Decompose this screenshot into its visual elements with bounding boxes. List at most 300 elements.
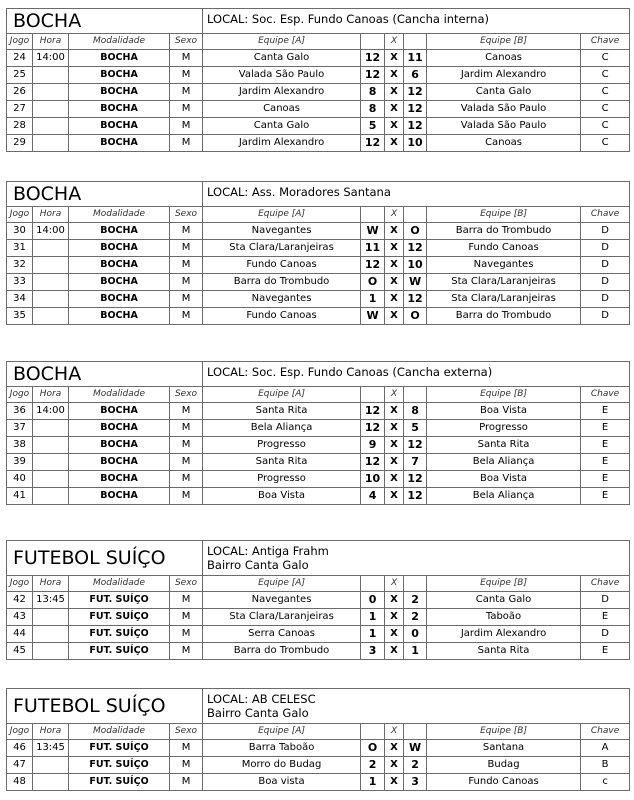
sexo-cell: M: [170, 50, 203, 67]
table-row: [7, 643, 630, 660]
header-versus-cell: X: [385, 387, 404, 403]
chave-cell: C: [581, 84, 630, 101]
sexo-cell: M: [170, 223, 203, 240]
equipe-a-cell: Canta Galo: [203, 118, 361, 135]
modalidade-cell: FUT. SUÍÇO: [69, 774, 170, 791]
chave-cell: c: [581, 774, 630, 791]
score-a-cell: 8: [361, 101, 385, 118]
equipe-b-cell: Navegantes: [427, 257, 581, 274]
score-b-cell: 7: [404, 454, 427, 471]
header-equipe-b-cell: Equipe [B]: [427, 576, 581, 592]
header-sexo-cell: Sexo: [170, 724, 203, 740]
chave-cell: E: [581, 488, 630, 505]
versus-cell: X: [385, 740, 404, 757]
modalidade-cell: BOCHA: [69, 291, 170, 308]
header-equipe-b-cell: Equipe [B]: [427, 387, 581, 403]
jogo-cell: 30: [7, 223, 33, 240]
sexo-cell: M: [170, 308, 203, 325]
sport-title: BOCHA: [7, 182, 203, 207]
score-b-cell: O: [404, 223, 427, 240]
equipe-a-cell: Serra Canoas: [203, 626, 361, 643]
header-equipe-a-cell: Equipe [A]: [203, 207, 361, 223]
header-modalidade-cell: Modalidade: [69, 387, 170, 403]
chave-cell: A: [581, 740, 630, 757]
score-a-cell: 12: [361, 403, 385, 420]
location-text: LOCAL: Ass. Moradores Santana: [207, 185, 391, 199]
modalidade-cell: FUT. SUÍÇO: [69, 609, 170, 626]
equipe-a-cell: Navegantes: [203, 223, 361, 240]
chave-cell: D: [581, 257, 630, 274]
modalidade-cell: BOCHA: [69, 50, 170, 67]
equipe-a-cell: Bela Aliança: [203, 420, 361, 437]
modalidade-cell: BOCHA: [69, 454, 170, 471]
score-a-cell: 4: [361, 488, 385, 505]
chave-cell: B: [581, 757, 630, 774]
table-row: [7, 291, 630, 308]
sexo-cell: M: [170, 291, 203, 308]
modalidade-cell: FUT. SUÍÇO: [69, 740, 170, 757]
chave-cell: E: [581, 643, 630, 660]
hora-cell: [33, 291, 69, 308]
sport-title: BOCHA: [7, 9, 203, 34]
sexo-cell: M: [170, 740, 203, 757]
score-a-cell: O: [361, 740, 385, 757]
modalidade-cell: BOCHA: [69, 403, 170, 420]
modalidade-cell: FUT. SUÍÇO: [69, 626, 170, 643]
equipe-b-cell: Barra do Trombudo: [427, 223, 581, 240]
versus-cell: X: [385, 84, 404, 101]
score-a-cell: 1: [361, 609, 385, 626]
hora-cell: [33, 471, 69, 488]
versus-cell: X: [385, 67, 404, 84]
table-row: [7, 308, 630, 325]
versus-cell: X: [385, 50, 404, 67]
hora-cell: [33, 626, 69, 643]
chave-cell: D: [581, 223, 630, 240]
versus-cell: X: [385, 118, 404, 135]
jogo-cell: 34: [7, 291, 33, 308]
score-a-cell: W: [361, 308, 385, 325]
chave-cell: C: [581, 118, 630, 135]
chave-cell: E: [581, 437, 630, 454]
chave-cell: D: [581, 308, 630, 325]
sexo-cell: M: [170, 437, 203, 454]
equipe-b-cell: Canta Galo: [427, 84, 581, 101]
equipe-a-cell: Barra do Trombudo: [203, 643, 361, 660]
equipe-b-cell: Sta Clara/Laranjeiras: [427, 291, 581, 308]
hora-cell: [33, 488, 69, 505]
jogo-cell: 28: [7, 118, 33, 135]
score-a-cell: 1: [361, 291, 385, 308]
equipe-a-cell: Fundo Canoas: [203, 308, 361, 325]
header-modalidade-cell: Modalidade: [69, 576, 170, 592]
header-score-a-cell: [361, 724, 385, 740]
chave-cell: E: [581, 454, 630, 471]
modalidade-cell: BOCHA: [69, 135, 170, 152]
table-row: [7, 101, 630, 118]
equipe-b-cell: Budag: [427, 757, 581, 774]
score-b-cell: 2: [404, 609, 427, 626]
equipe-a-cell: Morro do Budag: [203, 757, 361, 774]
header-equipe-b-cell: Equipe [B]: [427, 724, 581, 740]
schedule-section: [6, 540, 629, 660]
score-a-cell: O: [361, 274, 385, 291]
jogo-cell: 32: [7, 257, 33, 274]
modalidade-cell: BOCHA: [69, 488, 170, 505]
hora-cell: [33, 135, 69, 152]
modalidade-cell: BOCHA: [69, 118, 170, 135]
versus-cell: X: [385, 774, 404, 791]
sport-title: FUTEBOL SUÍÇO: [7, 541, 203, 576]
header-jogo-cell: Jogo: [7, 34, 33, 50]
table-row: [7, 403, 630, 420]
chave-cell: E: [581, 420, 630, 437]
equipe-b-cell: Santa Rita: [427, 437, 581, 454]
versus-cell: X: [385, 609, 404, 626]
chave-cell: D: [581, 274, 630, 291]
jogo-cell: 27: [7, 101, 33, 118]
sexo-cell: M: [170, 67, 203, 84]
header-versus-cell: X: [385, 576, 404, 592]
versus-cell: X: [385, 274, 404, 291]
table-row: [7, 757, 630, 774]
score-b-cell: 8: [404, 403, 427, 420]
equipe-a-cell: Santa Rita: [203, 454, 361, 471]
score-b-cell: 11: [404, 50, 427, 67]
score-b-cell: 5: [404, 420, 427, 437]
modalidade-cell: FUT. SUÍÇO: [69, 643, 170, 660]
header-score-a-cell: [361, 34, 385, 50]
hora-cell: 13:45: [33, 740, 69, 757]
equipe-a-cell: Jardim Alexandro: [203, 84, 361, 101]
modalidade-cell: BOCHA: [69, 240, 170, 257]
sexo-cell: M: [170, 118, 203, 135]
modalidade-cell: BOCHA: [69, 223, 170, 240]
schedule-table: [6, 8, 630, 152]
table-row: [7, 84, 630, 101]
header-modalidade-cell: Modalidade: [69, 34, 170, 50]
hora-cell: [33, 118, 69, 135]
hora-cell: [33, 257, 69, 274]
equipe-b-cell: Canta Galo: [427, 592, 581, 609]
header-score-b-cell: [404, 576, 427, 592]
score-a-cell: 10: [361, 471, 385, 488]
table-row: [7, 488, 630, 505]
table-row: [7, 420, 630, 437]
header-chave-cell: Chave: [581, 576, 630, 592]
score-b-cell: 12: [404, 118, 427, 135]
score-b-cell: 6: [404, 67, 427, 84]
score-b-cell: 10: [404, 257, 427, 274]
hora-cell: [33, 240, 69, 257]
sport-title: BOCHA: [7, 362, 203, 387]
header-hora-cell: Hora: [33, 34, 69, 50]
table-header-row: [7, 34, 630, 50]
table-header-row: [7, 576, 630, 592]
header-versus-cell: X: [385, 724, 404, 740]
table-row: [7, 471, 630, 488]
table-row: [7, 50, 630, 67]
header-jogo-cell: Jogo: [7, 576, 33, 592]
hora-cell: [33, 420, 69, 437]
location-text: LOCAL: Soc. Esp. Fundo Canoas (Cancha interna): [207, 12, 489, 26]
header-versus-cell: X: [385, 207, 404, 223]
hora-cell: 13:45: [33, 592, 69, 609]
header-equipe-a-cell: Equipe [A]: [203, 724, 361, 740]
header-score-b-cell: [404, 387, 427, 403]
table-row: [7, 118, 630, 135]
equipe-b-cell: Boa Vista: [427, 471, 581, 488]
versus-cell: X: [385, 471, 404, 488]
jogo-cell: 31: [7, 240, 33, 257]
header-chave-cell: Chave: [581, 387, 630, 403]
versus-cell: X: [385, 757, 404, 774]
header-versus-cell: X: [385, 34, 404, 50]
equipe-b-cell: Fundo Canoas: [427, 774, 581, 791]
score-a-cell: 11: [361, 240, 385, 257]
table-row: [7, 67, 630, 84]
score-b-cell: 12: [404, 291, 427, 308]
versus-cell: X: [385, 403, 404, 420]
header-chave-cell: Chave: [581, 724, 630, 740]
sexo-cell: M: [170, 84, 203, 101]
table-header-row: [7, 724, 630, 740]
equipe-a-cell: Sta Clara/Laranjeiras: [203, 240, 361, 257]
schedule-section: [6, 361, 629, 505]
sexo-cell: M: [170, 274, 203, 291]
location-subtext: Bairro Canta Galo: [207, 706, 309, 720]
header-equipe-a-cell: Equipe [A]: [203, 387, 361, 403]
score-b-cell: W: [404, 274, 427, 291]
jogo-cell: 29: [7, 135, 33, 152]
schedule-section: [6, 181, 629, 325]
table-row: [7, 454, 630, 471]
score-b-cell: 12: [404, 437, 427, 454]
versus-cell: X: [385, 488, 404, 505]
chave-cell: D: [581, 626, 630, 643]
equipe-a-cell: Barra do Trombudo: [203, 274, 361, 291]
versus-cell: X: [385, 223, 404, 240]
score-a-cell: 12: [361, 420, 385, 437]
header-score-b-cell: [404, 724, 427, 740]
table-row: [7, 240, 630, 257]
location-text: LOCAL: Antiga Frahm: [207, 544, 329, 558]
hora-cell: [33, 84, 69, 101]
chave-cell: E: [581, 471, 630, 488]
versus-cell: X: [385, 643, 404, 660]
modalidade-cell: FUT. SUÍÇO: [69, 592, 170, 609]
jogo-cell: 38: [7, 437, 33, 454]
score-b-cell: 1: [404, 643, 427, 660]
header-score-a-cell: [361, 207, 385, 223]
header-equipe-b-cell: Equipe [B]: [427, 34, 581, 50]
jogo-cell: 35: [7, 308, 33, 325]
schedule-table: [6, 540, 630, 660]
jogo-cell: 39: [7, 454, 33, 471]
hora-cell: 14:00: [33, 50, 69, 67]
equipe-b-cell: Progresso: [427, 420, 581, 437]
equipe-b-cell: Santa Rita: [427, 643, 581, 660]
score-a-cell: 1: [361, 774, 385, 791]
equipe-b-cell: Taboão: [427, 609, 581, 626]
equipe-b-cell: Barra do Trombudo: [427, 308, 581, 325]
location-cell: [203, 362, 630, 387]
score-a-cell: 1: [361, 626, 385, 643]
table-header-row: [7, 207, 630, 223]
header-equipe-b-cell: Equipe [B]: [427, 207, 581, 223]
equipe-b-cell: Valada São Paulo: [427, 101, 581, 118]
hora-cell: [33, 454, 69, 471]
modalidade-cell: BOCHA: [69, 84, 170, 101]
equipe-a-cell: Progresso: [203, 437, 361, 454]
header-equipe-a-cell: Equipe [A]: [203, 576, 361, 592]
hora-cell: [33, 67, 69, 84]
sexo-cell: M: [170, 101, 203, 118]
sexo-cell: M: [170, 240, 203, 257]
versus-cell: X: [385, 291, 404, 308]
versus-cell: X: [385, 420, 404, 437]
sexo-cell: M: [170, 592, 203, 609]
table-row: [7, 223, 630, 240]
jogo-cell: 46: [7, 740, 33, 757]
jogo-cell: 40: [7, 471, 33, 488]
hora-cell: 14:00: [33, 403, 69, 420]
score-a-cell: 8: [361, 84, 385, 101]
score-b-cell: 10: [404, 135, 427, 152]
equipe-b-cell: Sta Clara/Laranjeiras: [427, 274, 581, 291]
schedule-table: [6, 361, 630, 505]
sexo-cell: M: [170, 488, 203, 505]
equipe-a-cell: Navegantes: [203, 592, 361, 609]
score-b-cell: 2: [404, 757, 427, 774]
equipe-a-cell: Santa Rita: [203, 403, 361, 420]
sexo-cell: M: [170, 643, 203, 660]
header-hora-cell: Hora: [33, 387, 69, 403]
location-cell: [203, 182, 630, 207]
jogo-cell: 37: [7, 420, 33, 437]
chave-cell: C: [581, 101, 630, 118]
header-hora-cell: Hora: [33, 724, 69, 740]
modalidade-cell: BOCHA: [69, 437, 170, 454]
sport-title: FUTEBOL SUÍÇO: [7, 689, 203, 724]
sexo-cell: M: [170, 471, 203, 488]
table-row: [7, 437, 630, 454]
equipe-a-cell: Valada São Paulo: [203, 67, 361, 84]
header-hora-cell: Hora: [33, 207, 69, 223]
hora-cell: [33, 643, 69, 660]
sexo-cell: M: [170, 609, 203, 626]
jogo-cell: 24: [7, 50, 33, 67]
header-hora-cell: Hora: [33, 576, 69, 592]
chave-cell: E: [581, 403, 630, 420]
score-a-cell: 12: [361, 50, 385, 67]
jogo-cell: 33: [7, 274, 33, 291]
hora-cell: [33, 437, 69, 454]
equipe-a-cell: Jardim Alexandro: [203, 135, 361, 152]
equipe-b-cell: Santana: [427, 740, 581, 757]
score-b-cell: 2: [404, 592, 427, 609]
hora-cell: 14:00: [33, 223, 69, 240]
modalidade-cell: BOCHA: [69, 308, 170, 325]
header-chave-cell: Chave: [581, 34, 630, 50]
header-jogo-cell: Jogo: [7, 724, 33, 740]
modalidade-cell: FUT. SUÍÇO: [69, 757, 170, 774]
table-row: [7, 257, 630, 274]
versus-cell: X: [385, 454, 404, 471]
equipe-b-cell: Bela Aliança: [427, 454, 581, 471]
modalidade-cell: BOCHA: [69, 420, 170, 437]
table-row: [7, 274, 630, 291]
header-sexo-cell: Sexo: [170, 207, 203, 223]
chave-cell: E: [581, 609, 630, 626]
score-a-cell: 12: [361, 135, 385, 152]
score-a-cell: 12: [361, 67, 385, 84]
location-cell: [203, 689, 630, 724]
jogo-cell: 25: [7, 67, 33, 84]
location-cell: [203, 9, 630, 34]
jogo-cell: 42: [7, 592, 33, 609]
score-b-cell: 0: [404, 626, 427, 643]
sexo-cell: M: [170, 135, 203, 152]
location-text: LOCAL: Soc. Esp. Fundo Canoas (Cancha externa): [207, 365, 493, 379]
chave-cell: D: [581, 291, 630, 308]
hora-cell: [33, 274, 69, 291]
equipe-a-cell: Navegantes: [203, 291, 361, 308]
score-b-cell: 12: [404, 101, 427, 118]
equipe-b-cell: Jardim Alexandro: [427, 626, 581, 643]
equipe-a-cell: Boa Vista: [203, 488, 361, 505]
table-row: [7, 135, 630, 152]
versus-cell: X: [385, 308, 404, 325]
modalidade-cell: BOCHA: [69, 67, 170, 84]
hora-cell: [33, 308, 69, 325]
location-subtext: Bairro Canta Galo: [207, 558, 309, 572]
hora-cell: [33, 101, 69, 118]
location-cell: [203, 541, 630, 576]
hora-cell: [33, 774, 69, 791]
versus-cell: X: [385, 240, 404, 257]
versus-cell: X: [385, 592, 404, 609]
equipe-b-cell: Valada São Paulo: [427, 118, 581, 135]
score-a-cell: 12: [361, 454, 385, 471]
header-modalidade-cell: Modalidade: [69, 207, 170, 223]
header-jogo-cell: Jogo: [7, 387, 33, 403]
versus-cell: X: [385, 135, 404, 152]
equipe-b-cell: Fundo Canoas: [427, 240, 581, 257]
sexo-cell: M: [170, 454, 203, 471]
chave-cell: D: [581, 240, 630, 257]
modalidade-cell: BOCHA: [69, 471, 170, 488]
score-b-cell: 12: [404, 488, 427, 505]
schedule-table: [6, 181, 630, 325]
score-b-cell: 12: [404, 240, 427, 257]
jogo-cell: 26: [7, 84, 33, 101]
sexo-cell: M: [170, 420, 203, 437]
score-b-cell: 3: [404, 774, 427, 791]
jogo-cell: 48: [7, 774, 33, 791]
jogo-cell: 47: [7, 757, 33, 774]
score-b-cell: 12: [404, 84, 427, 101]
header-sexo-cell: Sexo: [170, 387, 203, 403]
hora-cell: [33, 757, 69, 774]
modalidade-cell: BOCHA: [69, 101, 170, 118]
jogo-cell: 44: [7, 626, 33, 643]
table-row: [7, 740, 630, 757]
score-a-cell: 5: [361, 118, 385, 135]
chave-cell: C: [581, 50, 630, 67]
header-score-b-cell: [404, 207, 427, 223]
table-header-row: [7, 387, 630, 403]
